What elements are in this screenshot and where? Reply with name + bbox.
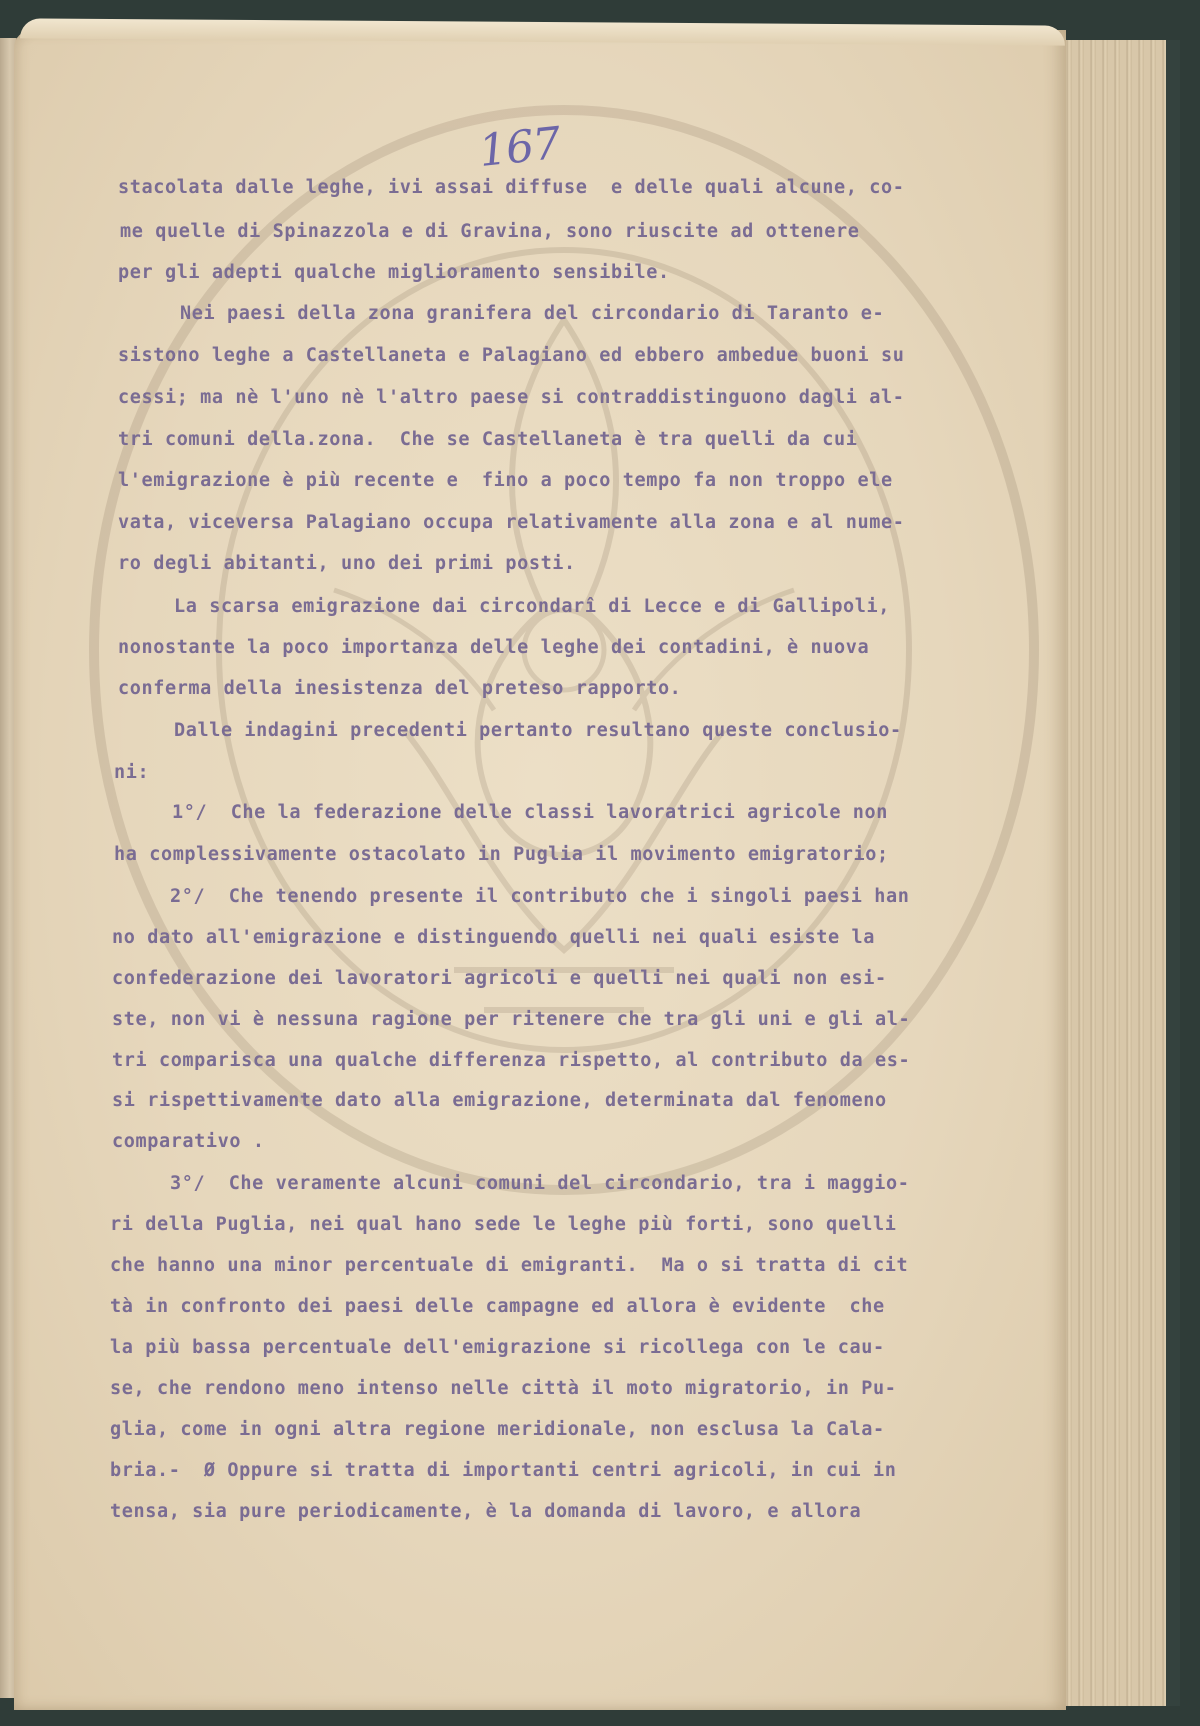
text-line: conferma della inesistenza del preteso rapporto. (118, 678, 682, 699)
text-line: tri comparisca una qualche differenza rispetto, al contributo da es- (112, 1050, 911, 1071)
text-line: stacolata dalle leghe, ivi assai diffuse e delle quali alcune, co- (118, 177, 905, 198)
text-line: bria.- Ø Oppure si tratta di importanti centri agricoli, in cui in (110, 1460, 897, 1481)
text-line: ri della Puglia, nei qual hano sede le leghe più forti, sono quelli (110, 1214, 897, 1235)
text-line: 3°/ Che veramente alcuni comuni del circondario, tra i maggio- (170, 1173, 910, 1194)
text-line: 2°/ Che tenendo presente il contributo che i singoli paesi han (170, 886, 910, 907)
text-line: glia, come in ogni altra regione meridionale, non esclusa la Cala- (110, 1419, 885, 1440)
text-line: se, che rendono meno intenso nelle città il moto migratorio, in Pu- (110, 1378, 897, 1399)
text-line: confederazione dei lavoratori agricoli e quelli nei quali non esi- (112, 968, 887, 989)
text-line: me quelle di Spinazzola e di Gravina, sono riuscite ad ottenere (120, 221, 860, 242)
text-line: l'emigrazione è più recente e fino a poco tempo fa non troppo ele (118, 470, 893, 491)
text-line: no dato all'emigrazione e distinguendo quelli nei quali esiste la (112, 927, 875, 948)
text-line: ro degli abitanti, uno dei primi posti. (118, 553, 576, 574)
text-line: la più bassa percentuale dell'emigrazione si ricollega con le cau- (110, 1337, 885, 1358)
book-page (14, 30, 1066, 1710)
text-line: tensa, sia pure periodicamente, è la domanda di lavoro, e allora (110, 1501, 862, 1522)
text-line: Dalle indagini precedenti pertanto resultano queste conclusio- (174, 720, 902, 741)
page-stack-edge (1060, 40, 1180, 1706)
text-line: nonostante la poco importanza delle leghe dei contadini, è nuova (118, 637, 870, 658)
text-line: si rispettivamente dato alla emigrazione, determinata dal fenomeno (112, 1090, 887, 1111)
text-line: ha complessivamente ostacolato in Puglia il movimento emigratorio; (114, 844, 889, 865)
text-line: vata, viceversa Palagiano occupa relativamente alla zona e al nume- (118, 512, 905, 533)
text-line: sistono leghe a Castellaneta e Palagiano ed ebbero ambedue buoni su (118, 345, 905, 366)
text-line: comparativo . (112, 1131, 265, 1152)
text-line: ste, non vi è nessuna ragione per ritenere che tra gli uni e gli al- (112, 1009, 911, 1030)
text-line: Nei paesi della zona granifera del circondario di Taranto e- (180, 303, 885, 324)
text-line: La scarsa emigrazione dai circondarî di Lecce e di Gallipoli, (174, 596, 891, 617)
typewritten-text (14, 30, 1066, 1710)
text-line: cessi; ma nè l'uno nè l'altro paese si contraddistinguono dagli al- (118, 387, 905, 408)
text-line: 1°/ Che la federazione delle classi lavoratrici agricole non (172, 802, 889, 823)
text-line: ni: (114, 762, 150, 783)
text-line: che hanno una minor percentuale di emigranti. Ma o si tratta di cit (110, 1255, 909, 1276)
handwritten-page-number: 167 (476, 117, 563, 178)
text-line: tà in confronto dei paesi delle campagne ed allora è evidente che (110, 1296, 885, 1317)
text-line: per gli adepti qualche miglioramento sensibile. (118, 262, 670, 283)
text-line: tri comuni della.zona. Che se Castellaneta è tra quelli da cui (118, 429, 858, 450)
